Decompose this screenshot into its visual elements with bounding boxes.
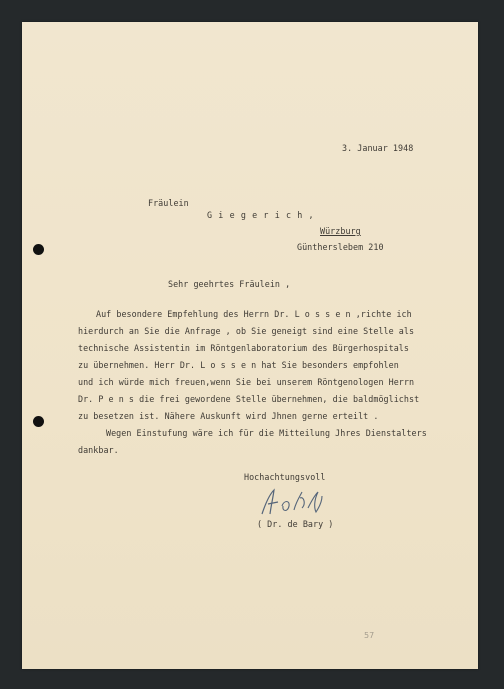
letter-date: 3. Januar 1948 bbox=[342, 143, 414, 153]
greeting: Sehr geehrtes Fräulein , bbox=[168, 279, 291, 289]
recipient-street: Güntherslebem 210 bbox=[297, 242, 384, 252]
body-line: Dr. P e n s die frei gewordene Stelle übernehmen, die baldmöglichst bbox=[78, 394, 420, 404]
body-line: Auf besondere Empfehlung des Herrn Dr. L o s s e n ,richte ich bbox=[96, 309, 412, 319]
body-line: zu besetzen ist. Nähere Auskunft wird Jhnen gerne erteilt . bbox=[78, 411, 379, 421]
punch-hole-top bbox=[33, 244, 44, 255]
archive-mark: 57 bbox=[364, 631, 375, 640]
closing: Hochachtungsvoll bbox=[244, 472, 326, 482]
body-line: zu übernehmen. Herr Dr. L o s s e n hat Sie besonders empfohlen bbox=[78, 360, 399, 370]
recipient-city: Würzburg bbox=[320, 226, 361, 236]
letter-page bbox=[22, 22, 478, 669]
body-line: technische Assistentin im Röntgenlaboratorium des Bürgerhospitals bbox=[78, 343, 409, 353]
body-line: dankbar. bbox=[78, 445, 119, 455]
body-line: hierdurch an Sie die Anfrage , ob Sie geneigt sind eine Stelle als bbox=[78, 326, 415, 336]
recipient-salutation: Fräulein bbox=[148, 198, 189, 208]
handwritten-signature bbox=[256, 484, 336, 518]
body-line: und ich würde mich freuen,wenn Sie bei unserem Röntgenologen Herrn bbox=[78, 377, 415, 387]
punch-hole-bottom bbox=[33, 416, 44, 427]
body-line: Wegen Einstufung wäre ich für die Mitteilung Jhres Dienstalters bbox=[106, 428, 427, 438]
signature-typed: ( Dr. de Bary ) bbox=[257, 519, 334, 529]
recipient-name: G i e g e r i c h , bbox=[207, 210, 315, 220]
